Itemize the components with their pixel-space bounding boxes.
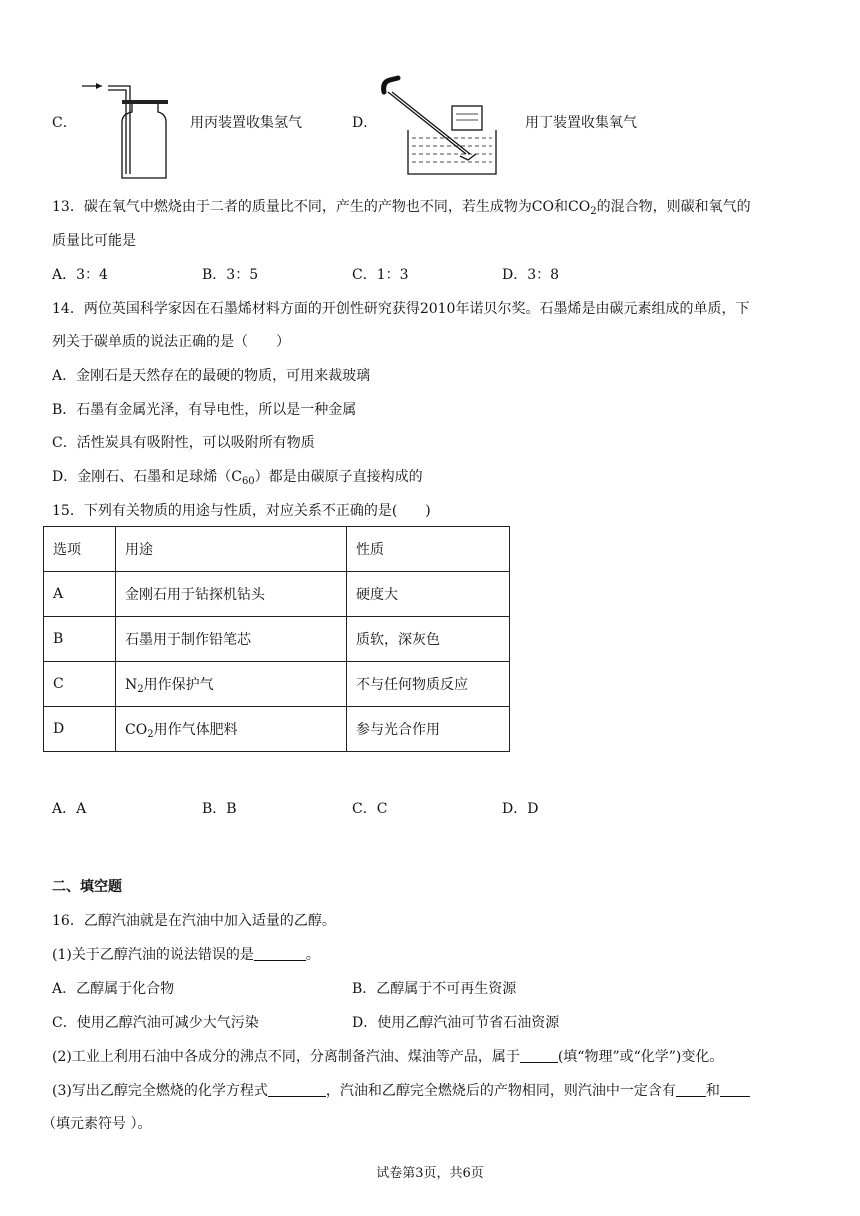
table-row (44, 662, 510, 707)
q14-option-b: B．石墨有金属光泽，有导电性，所以是一种金属 (52, 402, 357, 418)
q14-option-d: D．金刚石、石墨和足球烯$(C_{60})$都是由碳原子直接构成的 (52, 469, 423, 487)
gas-bottle-c-diagram (78, 78, 170, 180)
row-use: 金刚石用于钻探机钻头 (116, 572, 347, 617)
q16-part2: (2)工业上利用石油中各成分的沸点不同，分离制备汽油、煤油等产品，属于 (填“物理”或“化学”)变化。 (52, 1049, 724, 1065)
q16-part1: (1)关于乙醇汽油的说法错误的是 。 (52, 947, 320, 963)
q16-p1-option-d: D．使用乙醇汽油可节省石油资源 (352, 1015, 560, 1031)
answer-blank[interactable] (520, 1048, 558, 1063)
answer-blank[interactable] (254, 946, 306, 961)
answer-blank[interactable] (676, 1082, 706, 1097)
water-trough-d-diagram (380, 74, 502, 180)
header-option: 选项 (44, 527, 116, 572)
q15-option-b: B．B (202, 801, 237, 817)
q13-option-d: D．3：8 (502, 267, 560, 283)
q14-stem: 14．两位英国科学家因在石墨烯材料方面的开创性研究获得2010年诺贝尔奖。石墨烯是由碳元素组成的单质，下 (52, 301, 750, 317)
answer-blank[interactable] (268, 1082, 326, 1097)
row-use: 石墨用于制作铅笔芯 (116, 617, 347, 662)
q16-p1-option-a: A．乙醇属于化合物 (52, 981, 175, 997)
q16-p1-option-b: B．乙醇属于不可再生资源 (352, 981, 517, 997)
q15-option-d: D．D (502, 801, 539, 817)
q13-option-c: C．1：3 (352, 267, 409, 283)
q12-option-d-label: D． (352, 115, 378, 131)
section-title: 二、填空题 (52, 879, 122, 895)
q15-stem: 15．下列有关物质的用途与性质，对应关系不正确的是( ) (52, 503, 431, 519)
q13-stem-line2: 质量比可能是 (52, 233, 136, 249)
q12-option-c-label: C． (52, 115, 77, 131)
header-use: 用途 (116, 527, 347, 572)
q14-option-c: C．活性炭具有吸附性，可以吸附所有物质 (52, 435, 315, 451)
q16-p1-option-c: C．使用乙醇汽油可减少大气污染 (52, 1015, 259, 1031)
row-use: $CO_2$用作气体肥料 (116, 707, 347, 752)
table-row (44, 707, 510, 752)
q16-stem: 16．乙醇汽油就是在汽油中加入适量的乙醇。 (52, 913, 336, 929)
q12-option-d-text: 用丁装置收集氧气 (525, 115, 637, 131)
table-row (44, 617, 510, 662)
table-header-row (44, 527, 510, 572)
q15-option-c: C．C (352, 801, 388, 817)
row-use: $N_2$用作保护气 (116, 662, 347, 707)
q14-stem-line2: 列关于碳单质的说法正确的是（ ） (52, 334, 290, 350)
table-row (44, 572, 510, 617)
row-option: C (44, 662, 116, 707)
row-option: A (44, 572, 116, 617)
answer-blank[interactable] (720, 1082, 750, 1097)
q13-option-b: B．3：5 (202, 267, 259, 283)
row-property: 质软，深灰色 (347, 617, 510, 662)
q16-part3-line2: （填元素符号 ）。 (42, 1116, 152, 1132)
q15-option-a: A．A (52, 801, 87, 817)
header-property: 性质 (347, 527, 510, 572)
q16-part3: (3)写出乙醇完全燃烧的化学方程式 ，汽油和乙醇完全燃烧后的产物相同，则汽油中一定含有 和 (52, 1080, 750, 1100)
row-option: D (44, 707, 116, 752)
q13-option-a: A．3：4 (52, 267, 108, 283)
page-footer: 试卷第3页，共6页 (376, 1166, 484, 1181)
row-property: 硬度大 (347, 572, 510, 617)
row-property: 不与任何物质反应 (347, 662, 510, 707)
q12-option-c-text: 用丙装置收集氢气 (190, 115, 302, 131)
q13-stem: 13．碳在氧气中燃烧由于二者的质量比不同，产生的产物也不同，若生成物为CO和$CO_2$的混合物，则碳和氧气的 (52, 199, 751, 217)
q15-table (43, 526, 510, 752)
q14-option-a: A．金刚石是天然存在的最硬的物质，可用来裁玻璃 (52, 368, 371, 384)
row-property: 参与光合作用 (347, 707, 510, 752)
row-option: B (44, 617, 116, 662)
